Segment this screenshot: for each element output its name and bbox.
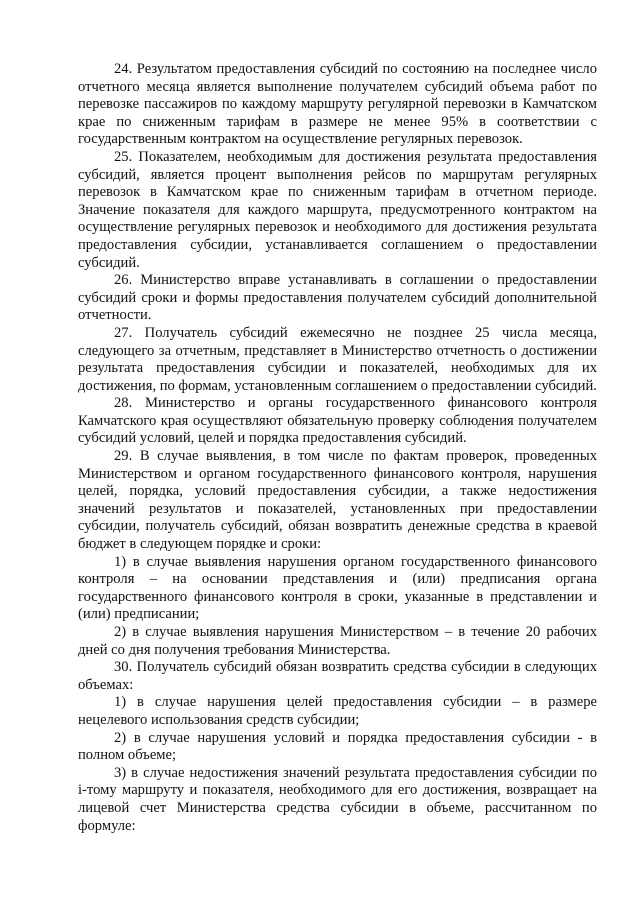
paragraph-24: 24. Результатом предоставления субсидий по состоянию на последнее число отчетного месяца является выполнение получателем субсидий объема работ по перевозке пассажиров по каждому маршруту регулярной перевозки в Камчатском крае по сниженным тарифам в размере не менее 95% в соответствии с государственным контрактом на осуществление регулярных перевозок. xyxy=(78,61,597,148)
paragraph-25: 25. Показателем, необходимым для достижения результата предоставления субсидий, является процент выполнения рейсов по маршрутам регулярных перевозок в Камчатском крае по сниженным тарифам в отчетном периоде. Значение показателя для каждого маршрута, предусмотренного контрактом на осуществление регулярных перевозок и необходимого для достижения результата предоставления субсидии, устанавливается соглашением о предоставлении субсидий. xyxy=(78,148,597,271)
paragraph-26: 26. Министерство вправе устанавливать в соглашении о предоставлении субсидий сроки и формы предоставления получателем субсидий дополнительной отчетности. xyxy=(78,272,597,324)
paragraph-30: 30. Получатель субсидий обязан возвратить средства субсидии в следующих объемах: xyxy=(78,659,597,693)
paragraph-29: 29. В случае выявления, в том числе по фактам проверок, проведенных Министерством и органом государственного финансового контроля, нарушения целей, порядка, условий предоставления субсидии, а также недостижения значений результатов и показателей, установленных при предоставлении субсидии, получатель субсидий, обязан возвратить денежные средства в краевой бюджет в следующем порядке и сроки: xyxy=(78,448,597,553)
paragraph-29-item-2: 2) в случае выявления нарушения Министерством – в течение 20 рабочих дней со дня получения требования Министерства. xyxy=(78,624,597,658)
paragraph-30-item-3: 3) в случае недостижения значений результата предоставления субсидии по i-тому маршруту и показателя, необходимого для его достижения, возвращает на лицевой счет Министерства средства субсидии в объеме, рассчитанном по формуле: xyxy=(78,764,597,834)
paragraph-27: 27. Получатель субсидий ежемесячно не позднее 25 числа месяца, следующего за отчетным, представляет в Министерство отчетность о достижении результата предоставления субсидии и показателей, необходимых для их достижения, по формам, установленным соглашением о предоставлении субсидий. xyxy=(78,324,597,394)
paragraph-29-item-1: 1) в случае выявления нарушения органом государственного финансового контроля – на основании представления и (или) предписания органа государственного финансового контроля в сроки, указанные в представлении и (или) предписании; xyxy=(78,553,597,623)
paragraph-30-item-2: 2) в случае нарушения условий и порядка предоставления субсидии - в полном объеме; xyxy=(78,729,597,764)
document-body xyxy=(78,61,597,835)
paragraph-30-item-1: 1) в случае нарушения целей предоставления субсидии – в размере нецелевого использования средств субсидии; xyxy=(78,694,597,728)
paragraph-28: 28. Министерство и органы государственного финансового контроля Камчатского края осуществляют обязательную проверку соблюдения получателем субсидий условий, целей и порядка предоставления субсидий. xyxy=(78,395,597,447)
